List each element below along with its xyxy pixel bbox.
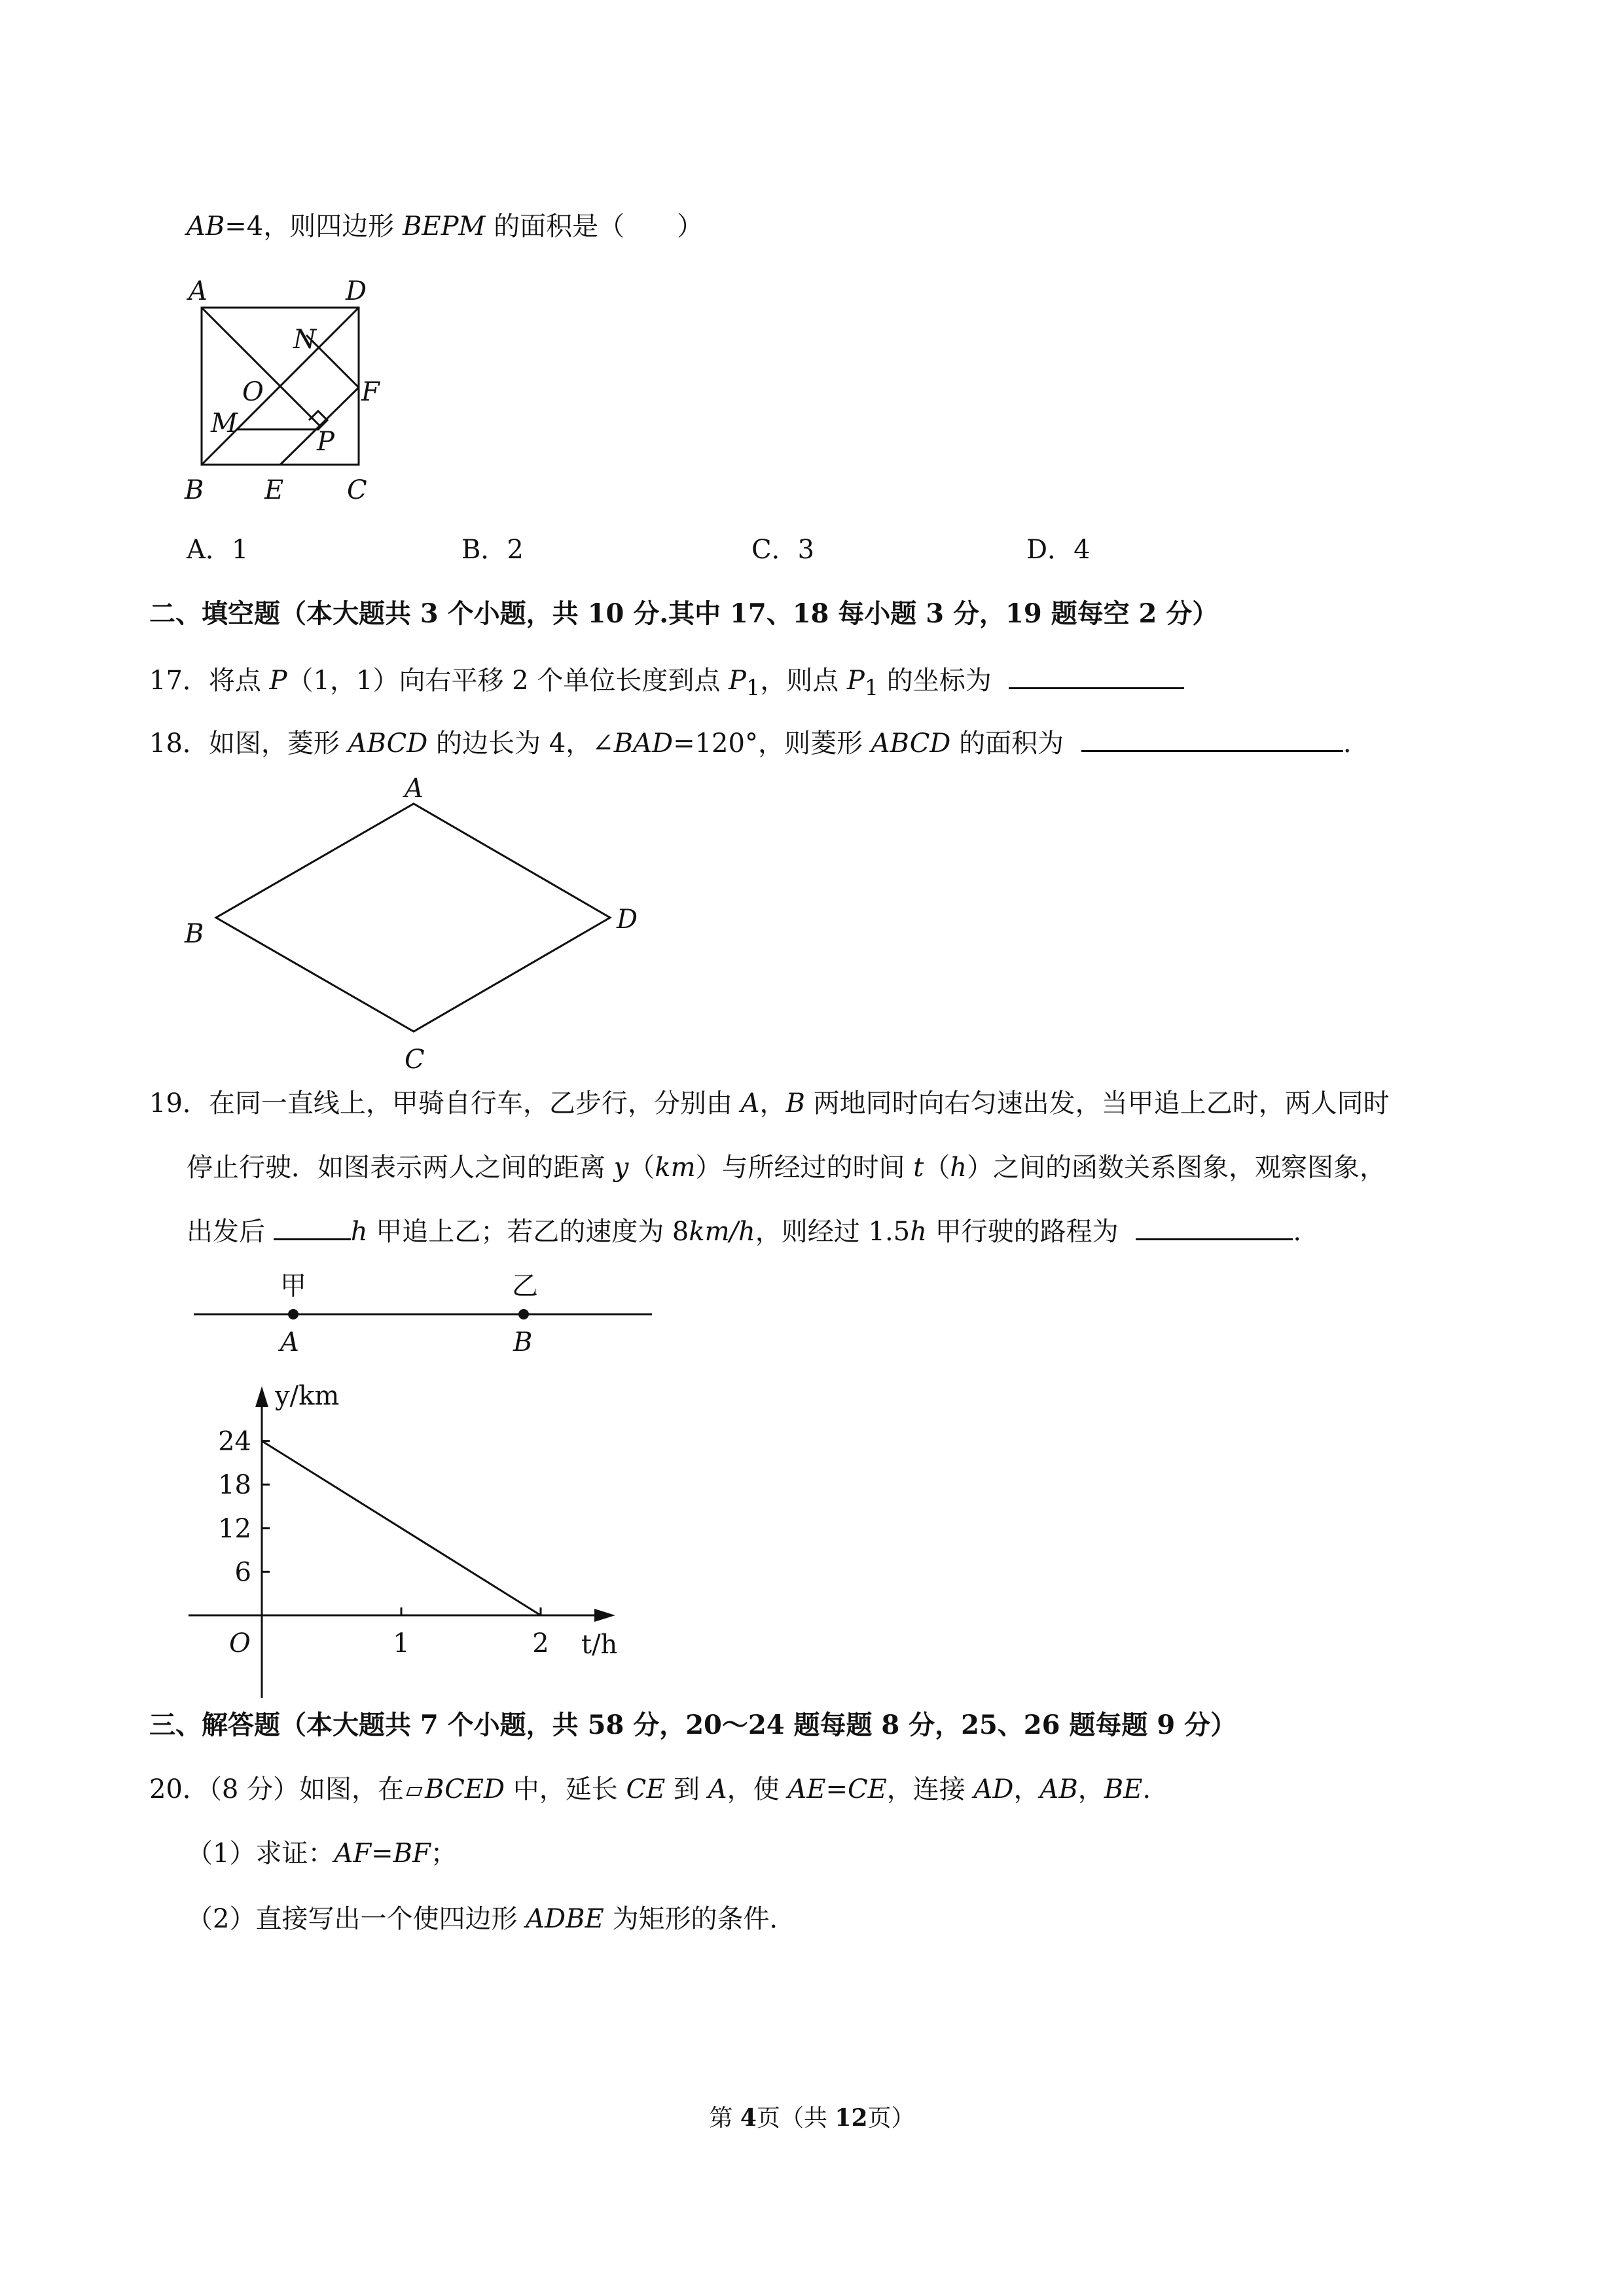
q16-question-tail: AB=4，则四边形 BEPM 的面积是（ ） [187, 211, 704, 242]
label-b: B [185, 475, 204, 505]
label-jia: 甲 [280, 1271, 306, 1301]
label-a: A [189, 276, 208, 306]
label-m: M [211, 408, 238, 439]
label-p: P [317, 427, 334, 457]
q19-line-3: 出发后 h 甲追上乙；若乙的速度为 8km/h，则经过 1.5h 甲行驶的路程为 . [187, 1217, 1302, 1247]
q20: 20．（8 分）如图，在 BCED 中，延长 CE 到 A，使 AE=CE，连接 AD，AB，BE. [149, 1774, 1151, 1804]
y-axis-arrow [255, 1386, 268, 1407]
q17: 17．将点 P（1，1）向右平移 2 个单位长度到点 $P_1$，则点 $P_1$ 的坐标为 [149, 662, 1184, 706]
y-tick-label: 18 [218, 1470, 251, 1501]
option-a: A．1 [187, 535, 249, 565]
label-f: F [361, 377, 380, 407]
section-3-heading: 三、解答题（本大题共 7 个小题，共 58 分，20～24 题每题 8 分，25、26 题每题 9 分） [149, 1710, 1237, 1740]
y-tick-label: 12 [218, 1513, 251, 1544]
label-e: E [264, 475, 284, 505]
option-c: C．3 [751, 535, 815, 565]
label-point-a: A [280, 1327, 299, 1357]
q20-part-2: （2）直接写出一个使四边形 ADBE 为矩形的条件． [187, 1904, 796, 1934]
origin-label: O [229, 1628, 251, 1659]
x-axis-arrow [594, 1609, 615, 1622]
label-o: O [242, 377, 264, 407]
x-tick-label: 2 [532, 1628, 549, 1659]
q20-part-1: （1）求证：AF=BF； [187, 1839, 457, 1869]
x-tick-label: 1 [393, 1628, 410, 1659]
label-yi: 乙 [512, 1271, 538, 1301]
rhombus-label-c: C [405, 1045, 425, 1075]
rhombus-label-d: D [617, 905, 638, 935]
page-footer: 第 4页（共 12页） [709, 2104, 915, 2132]
y-axis-label: y/km [275, 1381, 340, 1411]
rhombus-label-b: B [185, 919, 204, 949]
section-2-heading: 二、填空题（本大题共 3 个小题，共 10 分.其中 17、18 每小题 3 分，19 题每空 2 分） [149, 598, 1219, 629]
label-c: C [347, 475, 367, 505]
parallelogram-icon [406, 1787, 423, 1796]
y-tick-label: 24 [218, 1426, 251, 1457]
y-tick-label: 6 [234, 1557, 251, 1588]
x-axis-label: t/h [581, 1630, 618, 1660]
label-d: D [346, 276, 367, 306]
q19-line-1: 19．在同一直线上，甲骑自行车，乙步行，分别由 A，B 两地同时向右匀速出发，当甲追上乙时，两人同时 [149, 1088, 1390, 1119]
rhombus-label-a: A [405, 774, 424, 804]
q18: 18．如图，菱形 ABCD 的边长为 4，∠BAD=120°，则菱形 ABCD 的面积为 . [149, 728, 1352, 759]
option-d: D．4 [1026, 535, 1091, 565]
label-point-b: B [513, 1327, 533, 1357]
label-n: N [293, 325, 316, 355]
option-b: B．2 [461, 535, 524, 565]
q19-line-2: 停止行驶．如图表示两人之间的距离 y（km）与所经过的时间 t（h）之间的函数关系图象，观察图象， [187, 1153, 1386, 1183]
series-line-y [262, 1441, 541, 1615]
